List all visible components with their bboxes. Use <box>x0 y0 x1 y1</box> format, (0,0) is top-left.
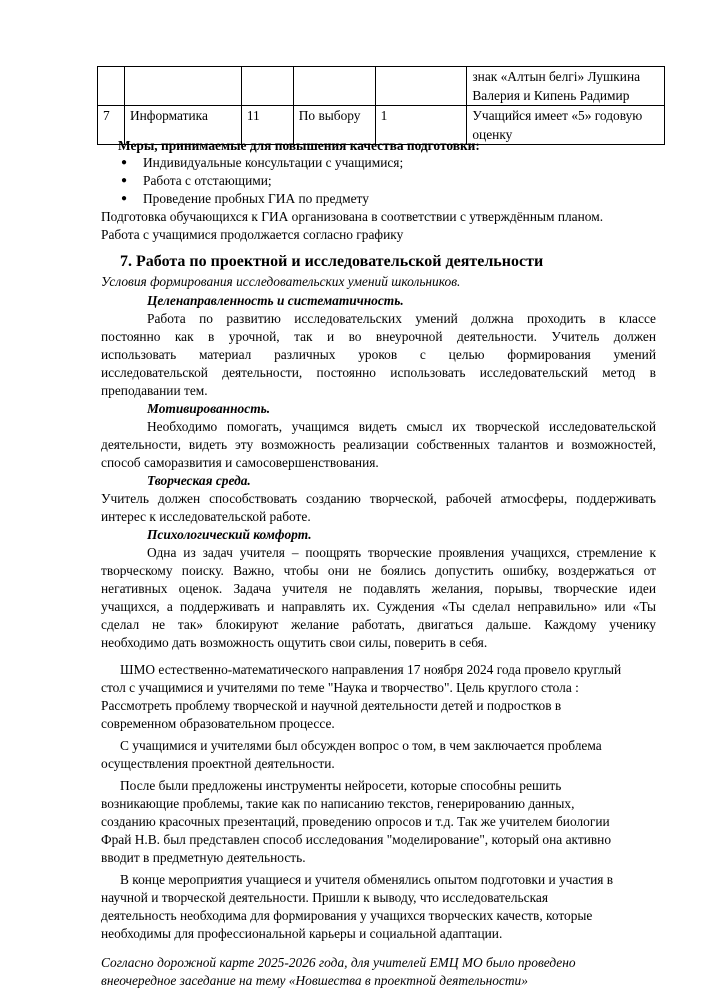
cell-count: 1 <box>375 106 467 145</box>
bullet-icon: ● <box>121 175 128 186</box>
measures-heading: Меры, принимаемые для повышения качества подготовки: <box>118 138 480 153</box>
paragraph-line: деятельности, видеть эту возможность реализации собственных талантов и возможностей, <box>101 437 656 452</box>
paragraph-line: В конце мероприятия учащиеся и учителя обменялись опытом подготовки и участия в <box>120 872 614 887</box>
cell-count <box>375 67 467 106</box>
cell-grade: 11 <box>241 106 293 145</box>
paragraph-line: деятельность необходима для формирования у учащихся творческих качеств, которые <box>101 908 593 923</box>
italic-note-line: Согласно дорожной карте 2025-2026 года, для учителей ЕМЦ МО было проведено <box>101 955 576 970</box>
section-subtitle: Условия формирования исследовательских умений школьников. <box>101 274 461 289</box>
italic-note-line: внеочередное заседание на тему «Новшества в проектной деятельности» <box>101 973 528 988</box>
paragraph-line: Фрай Н.В. был представлен способ исследования "моделирование", который она активно <box>101 832 612 847</box>
paragraph-line: ШМО естественно-математического направления 17 ноября 2024 года провело круглый <box>120 662 622 677</box>
list-item: Проведение пробных ГИА по предмету <box>143 191 369 206</box>
paragraph-line: Учитель должен способствовать созданию творческой, рабочей атмосферы, поддерживать <box>101 491 656 506</box>
subheading: Мотивированность. <box>147 401 271 416</box>
paragraph-line: Подготовка обучающихся к ГИА организована в соответствии с утверждённым планом. <box>101 209 604 224</box>
paragraph-line: исследовательской деятельности, постоянно использовать исследовательский метод в <box>101 365 656 380</box>
subheading: Психологический комфорт. <box>147 527 312 542</box>
cell-type: По выбору <box>293 106 375 145</box>
paragraph-line: преподавании тем. <box>101 383 208 398</box>
paragraph-line: творческому поиску. Важно, чтобы они не боялись допустить ошибку, воздержаться от <box>101 563 656 578</box>
list-item: Работа с отстающими; <box>143 173 272 188</box>
table-row <box>98 67 665 106</box>
list-item: Индивидуальные консультации с учащимися; <box>143 155 404 170</box>
paragraph-line: Рассмотреть проблему творческой и научной деятельности детей и подростков в <box>101 698 562 713</box>
paragraph-line: сделал не так» блокируют желание работать, двигаться дальше. Каждому ученику <box>101 617 656 632</box>
bullet-icon: ● <box>121 193 128 204</box>
bullet-icon: ● <box>121 157 128 168</box>
cell-num: 7 <box>98 106 125 145</box>
cell-subject <box>124 67 241 106</box>
cell-num <box>98 67 125 106</box>
paragraph-line: учащихся, а поддерживать и направлять их. Суждения «Ты сделал неправильно» или «Ты <box>101 599 656 614</box>
subheading: Творческая среда. <box>147 473 251 488</box>
paragraph-line: созданию красочных презентаций, проведению опросов и т.д. Так же учителем биологии <box>101 814 610 829</box>
subjects-table <box>97 66 665 145</box>
paragraph-line: возникающие проблемы, такие как по написанию текстов, генерированию данных, <box>101 796 575 811</box>
subheading: Целенаправленность и систематичность. <box>147 293 404 308</box>
paragraph-line: способ саморазвития и самосовершенствования. <box>101 455 379 470</box>
paragraph-line: Работа с учащимися продолжается согласно графику <box>101 227 404 242</box>
paragraph-line: Одна из задач учителя – поощрять творческие проявления учащихся, стремление к <box>147 545 656 560</box>
paragraph-line: осуществления проектной деятельности. <box>101 756 335 771</box>
paragraph-line: С учащимися и учителями был обсужден вопрос о том, в чем заключается проблема <box>120 738 602 753</box>
paragraph-line: научной и творческой деятельности. Пришли к выводу, что исследовательская <box>101 890 548 905</box>
paragraph-line: вводит в предметную деятельность. <box>101 850 306 865</box>
paragraph-line: Работа по развитию исследовательских умений должна проходить в классе <box>147 311 656 326</box>
section-title: 7. Работа по проектной и исследовательской деятельности <box>120 253 544 270</box>
cell-note: знак «Алтын белгі» Лушкина Валерия и Кипень Радимир <box>467 67 665 106</box>
paragraph-line: использовать материал различных уроков с целью формирования умений <box>101 347 656 362</box>
cell-subject: Информатика <box>124 106 241 145</box>
paragraph-line: интерес к исследовательской работе. <box>101 509 311 524</box>
paragraph-line: негативных оценок. Задача учителя не подавлять желания, порывы, творческие идеи <box>101 581 656 596</box>
paragraph-line: стол с учащимися и учителями по теме "Наука и творчество". Цель круглого стола : <box>101 680 579 695</box>
cell-type <box>293 67 375 106</box>
paragraph-line: После были предложены инструменты нейросети, которые способны решить <box>120 778 562 793</box>
paragraph-line: необходимо дать возможность ощутить свои силы, поверить в себя. <box>101 635 488 650</box>
paragraph-line: постоянно как в урочной, так и во внеурочной деятельности. Учитель должен <box>101 329 656 344</box>
cell-grade <box>241 67 293 106</box>
paragraph-line: Необходимо помогать, учащимся видеть смысл их творческой исследовательской <box>147 419 656 434</box>
cell-note: Учащийся имеет «5» годовую оценку <box>467 106 665 145</box>
paragraph-line: необходимы для профессиональной карьеры и социальной адаптации. <box>101 926 503 941</box>
paragraph-line: современном образовательном процессе. <box>101 716 335 731</box>
